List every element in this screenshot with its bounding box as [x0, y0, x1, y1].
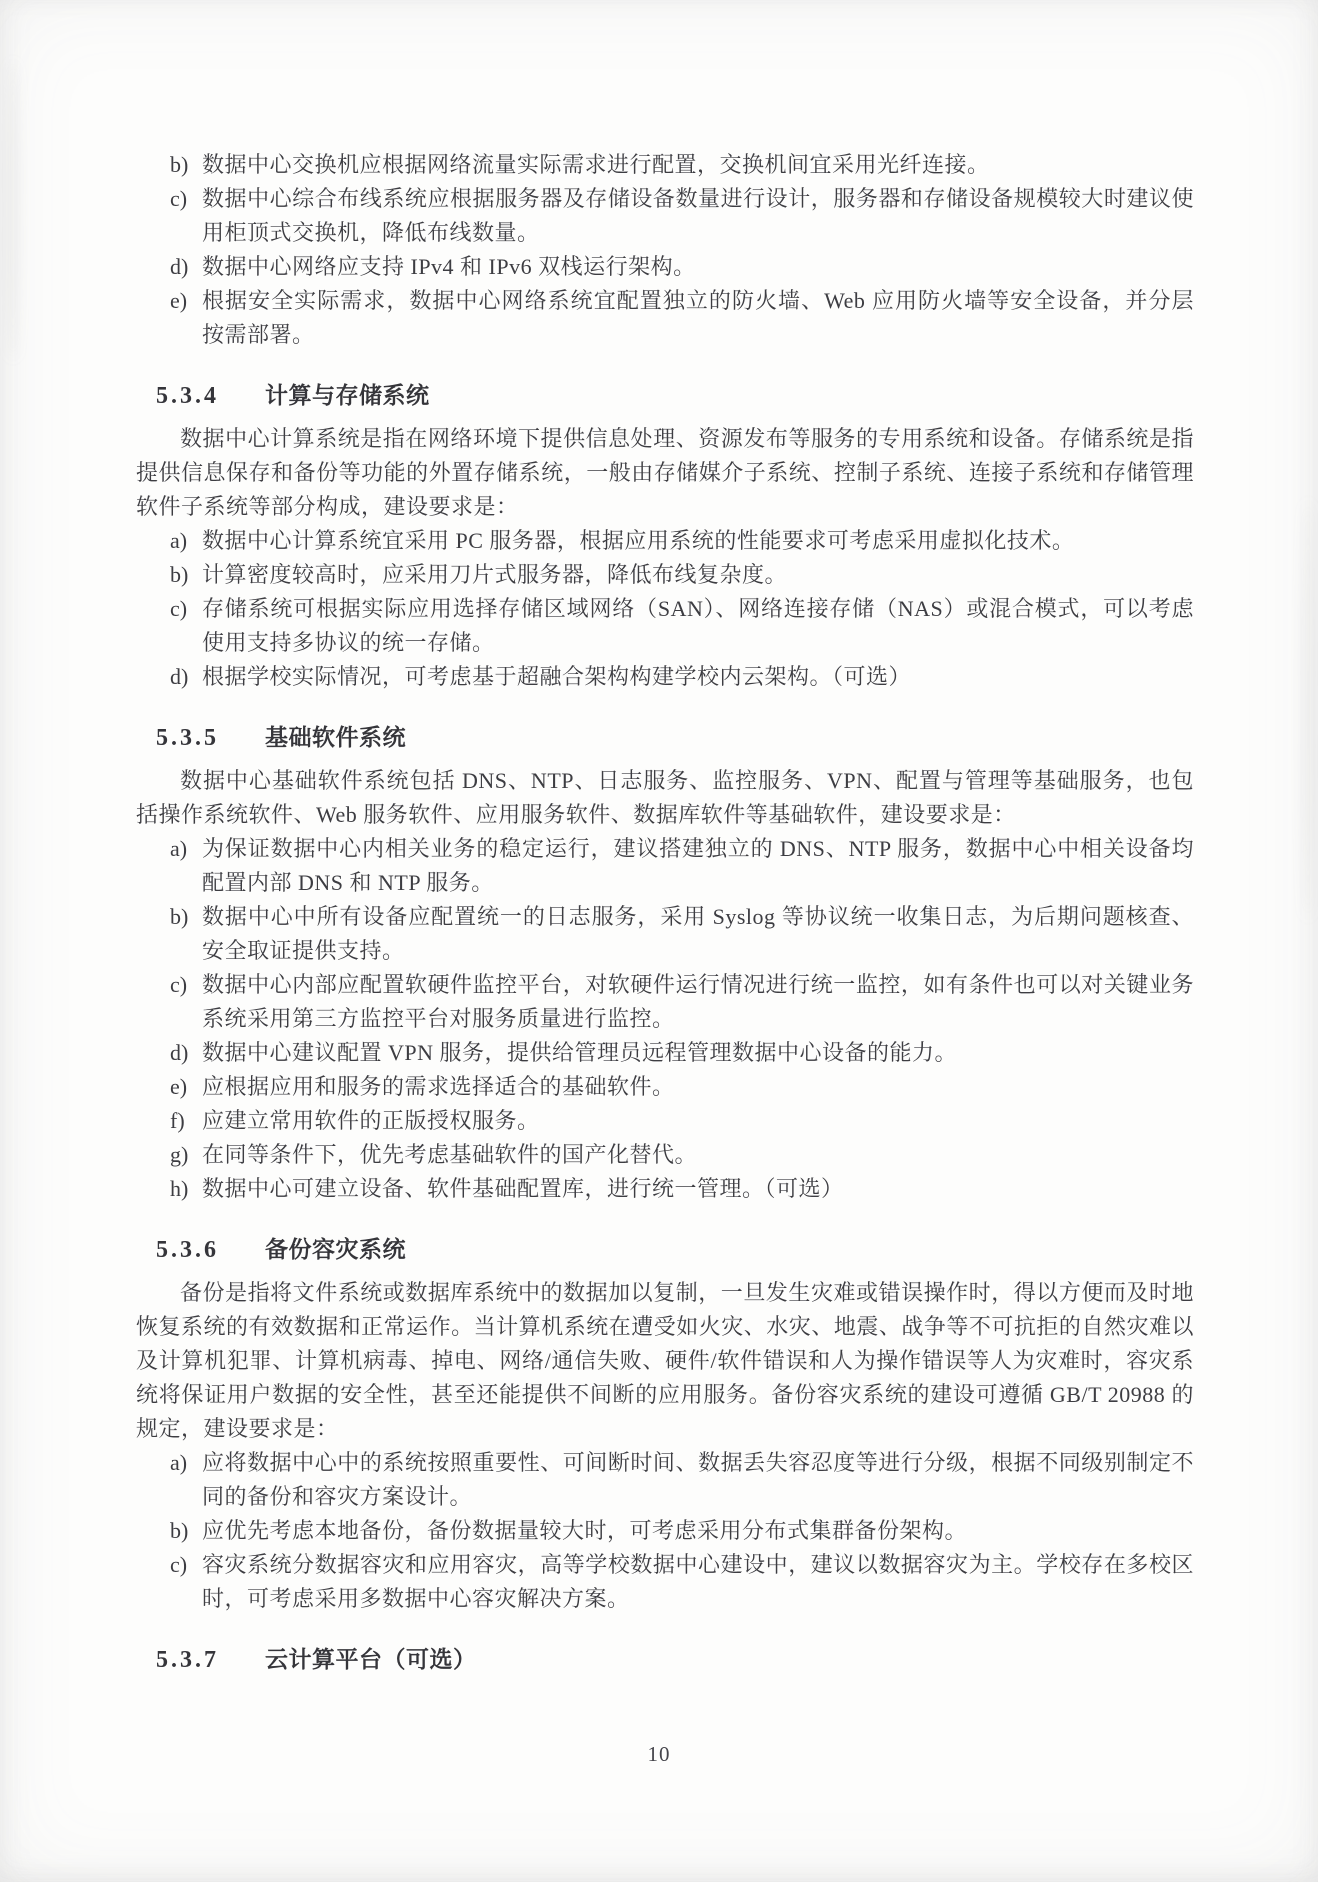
- list-item: [136, 1036, 1194, 1070]
- list-item-text: 根据安全实际需求，数据中心网络系统宜配置独立的防火墙、Web 应用防火墙等安全设备，并分层按需部署。: [202, 288, 1194, 347]
- list-item-text: 数据中心中所有设备应配置统一的日志服务，采用 Syslog 等协议统一收集日志，为后期问题核查、安全取证提供支持。: [202, 904, 1194, 963]
- list-item-text: 数据中心可建立设备、软件基础配置库，进行统一管理。（可选）: [202, 1176, 844, 1201]
- scan-artifact: [6, 60, 20, 360]
- list-item-marker: f): [170, 1108, 185, 1133]
- section-list: [136, 524, 1194, 694]
- section-heading: [136, 376, 1194, 416]
- list-item-text: 应优先考虑本地备份，备份数据量较大时，可考虑采用分布式集群备份架构。: [202, 1518, 968, 1543]
- list-item-marker: b): [170, 904, 189, 929]
- list-item-marker: e): [170, 288, 188, 313]
- list-item: [136, 1548, 1194, 1616]
- list-item-marker: c): [170, 186, 188, 211]
- list-item-marker: a): [170, 1450, 188, 1475]
- list-item-text: 数据中心内部应配置软硬件监控平台，对软硬件运行情况进行统一监控，如有条件也可以对关键业务系统采用第三方监控平台对服务质量进行监控。: [202, 972, 1194, 1031]
- list-item-text: 数据中心计算系统宜采用 PC 服务器，根据应用系统的性能要求可考虑采用虚拟化技术。: [202, 528, 1075, 553]
- list-item-text: 在同等条件下，优先考虑基础软件的国产化替代。: [202, 1142, 698, 1167]
- list-item-marker: e): [170, 1074, 188, 1099]
- section-list: [136, 1446, 1194, 1616]
- list-item: [136, 1104, 1194, 1138]
- list-item-text: 应根据应用和服务的需求选择适合的基础软件。: [202, 1074, 675, 1099]
- list-item-marker: b): [170, 562, 189, 587]
- section-title: 云计算平台（可选）: [265, 1647, 477, 1672]
- section: [136, 1230, 1194, 1616]
- list-item: [136, 1172, 1194, 1206]
- list-item-text: 应将数据中心中的系统按照重要性、可间断时间、数据丢失容忍度等进行分级，根据不同级别制定不同的备份和容灾方案设计。: [202, 1450, 1194, 1509]
- section-number: 5.3.6: [156, 1237, 219, 1263]
- section-number: 5.3.4: [156, 383, 219, 409]
- section-title: 备份容灾系统: [265, 1237, 406, 1262]
- list-item-marker: c): [170, 1552, 188, 1577]
- list-item-marker: a): [170, 528, 188, 553]
- list-item-marker: d): [170, 254, 189, 279]
- section-heading: [136, 1230, 1194, 1270]
- list-item: [136, 1514, 1194, 1548]
- list-item: [136, 250, 1194, 284]
- list-item-text: 数据中心网络应支持 IPv4 和 IPv6 双栈运行架构。: [202, 254, 696, 279]
- section-number: 5.3.5: [156, 725, 219, 751]
- list-item-marker: c): [170, 596, 188, 621]
- list-item: [136, 558, 1194, 592]
- section-list: [136, 832, 1194, 1206]
- list-item-text: 容灾系统分数据容灾和应用容灾，高等学校数据中心建设中，建议以数据容灾为主。学校存在多校区时，可考虑采用多数据中心容灾解决方案。: [202, 1552, 1194, 1611]
- list-item-marker: d): [170, 664, 189, 689]
- list-item: [136, 968, 1194, 1036]
- list-item: [136, 900, 1194, 968]
- list-item-marker: b): [170, 1518, 189, 1543]
- section-number: 5.3.7: [156, 1647, 219, 1673]
- list-item-text: 应建立常用软件的正版授权服务。: [202, 1108, 540, 1133]
- list-item: [136, 148, 1194, 182]
- list-item-text: 数据中心综合布线系统应根据服务器及存储设备数量进行设计，服务器和存储设备规模较大时建议使用柜顶式交换机，降低布线数量。: [202, 186, 1194, 245]
- list-item-text: 数据中心交换机应根据网络流量实际需求进行配置，交换机间宜采用光纤连接。: [202, 152, 990, 177]
- section-title: 计算与存储系统: [265, 383, 430, 408]
- list-item: [136, 182, 1194, 250]
- section-paragraph: 备份是指将文件系统或数据库系统中的数据加以复制，一旦发生灾难或错误操作时，得以方便而及时地恢复系统的有效数据和正常运作。当计算机系统在遭受如火灾、水灾、地震、战争等不可抗拒的自然灾难以及计算机犯罪、计算机病毒、掉电、网络/通信失败、硬件/软件错误和人为操作错误等人为灾难时，容灾系统将保证用户数据的安全性，甚至还能提供不间断的应用服务。备份容灾系统的建设可遵循 GB/T 20988 的规定，建设要求是：: [136, 1280, 1194, 1441]
- sections: [136, 376, 1194, 1680]
- list-item-text: 为保证数据中心内相关业务的稳定运行，建议搭建独立的 DNS、NTP 服务，数据中心中相关设备均配置内部 DNS 和 NTP 服务。: [202, 836, 1194, 895]
- section-paragraph: 数据中心基础软件系统包括 DNS、NTP、日志服务、监控服务、VPN、配置与管理等基础服务，也包括操作系统软件、Web 服务软件、应用服务软件、数据库软件等基础软件，建设要求是：: [136, 768, 1194, 827]
- list-item-text: 计算密度较高时，应采用刀片式服务器，降低布线复杂度。: [202, 562, 788, 587]
- list-item: [136, 660, 1194, 694]
- section-paragraph: 数据中心计算系统是指在网络环境下提供信息处理、资源发布等服务的专用系统和设备。存储系统是指提供信息保存和备份等功能的外置存储系统，一般由存储媒介子系统、控制子系统、连接子系统和存储管理软件子系统等部分构成，建设要求是：: [136, 426, 1194, 519]
- list-item: [136, 832, 1194, 900]
- section: [136, 1640, 1194, 1680]
- list-item: [136, 524, 1194, 558]
- intro-list: [136, 148, 1194, 352]
- page-content: [136, 148, 1194, 1686]
- list-item: [136, 284, 1194, 352]
- section: [136, 718, 1194, 1206]
- list-item-marker: d): [170, 1040, 189, 1065]
- page-number: 10: [647, 1742, 671, 1766]
- list-item-marker: b): [170, 152, 189, 177]
- list-item-text: 数据中心建议配置 VPN 服务，提供给管理员远程管理数据中心设备的能力。: [202, 1040, 958, 1065]
- section-heading: [136, 718, 1194, 758]
- list-item: [136, 592, 1194, 660]
- list-item-marker: c): [170, 972, 188, 997]
- list-item-text: 根据学校实际情况，可考虑基于超融合架构构建学校内云架构。（可选）: [202, 664, 912, 689]
- list-item-marker: g): [170, 1142, 189, 1167]
- list-item: [136, 1070, 1194, 1104]
- section-title: 基础软件系统: [265, 725, 406, 750]
- list-item-marker: a): [170, 836, 188, 861]
- section: [136, 376, 1194, 694]
- list-item-text: 存储系统可根据实际应用选择存储区域网络（SAN）、网络连接存储（NAS）或混合模式，可以考虑使用支持多协议的统一存储。: [202, 596, 1194, 655]
- scan-artifact: [1302, 500, 1314, 920]
- section-heading: [136, 1640, 1194, 1680]
- list-item: [136, 1138, 1194, 1172]
- list-item: [136, 1446, 1194, 1514]
- list-item-marker: h): [170, 1176, 189, 1201]
